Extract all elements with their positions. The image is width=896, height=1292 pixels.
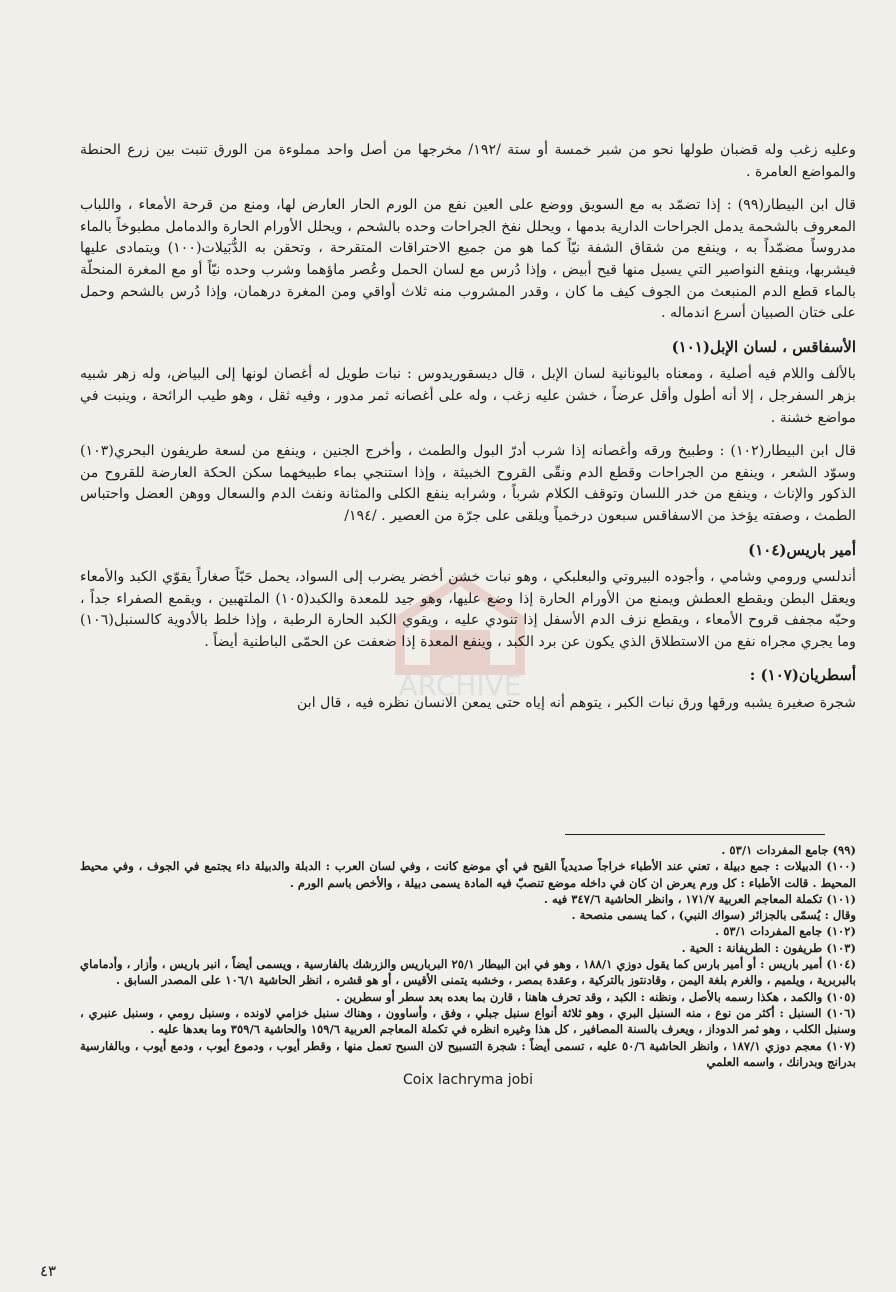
- footnote-divider: [565, 834, 825, 835]
- main-text: [80, 140, 856, 727]
- footnote: (١٠٥) والكمد ، هكذا رسمه بالأصل ، ونظنه : الكبد ، وقد تحرف هاهنا ، قارن بما بعده بعد سطر أو سطرين .: [336, 989, 856, 1004]
- entry-heading-asturyan: أسطريان(١٠٧) :: [749, 666, 856, 685]
- paragraph-6: شجرة صغيرة يشبه ورقها ورق نبات الكبر ، يتوهم أنه إياه حتى يمعن الانسان نظره فيه ، قال ابن: [296, 695, 856, 712]
- latin-plant-name: Coix lachryma jobi: [403, 1072, 533, 1089]
- footnote: (١٠٤) أمير باريس : أو أمير بارس كما يقول دوزي ١٨٨/١ ، وهو في ابن البيطار ٢٥/١ البرباريس والزرشك بالفارسية ، ويسمى أيضاً ، انبر باريس ، وأزار ، وأدماماي بالبربرية ، ويلميم ، والغرم بلغة اليمن ، وقادنتوز بالتركية ، وعقدة بمصر ، وخشبه يتمنى الأقيس ، أو هو قشره ، انظر الحاشية ١٠٦/١ على المصدر السابق .: [80, 957, 857, 988]
- footnote: (١٠٦) السنبل : أكثر من نوع ، منه السنبل البري ، وهو ثلاثة أنواع سنبل جبلي ، وفق ، وأساوون ، وهناك سنبل خزامي لاونده ، وسنبل رومي ، وسنبل عنبري ، وسنبل الكلب ، وهو ثمر الدوداز ، ويعرف بالسنة المصافير ، كل هذا وغيره انظره في تكملة المعاجم العربية ١٥٩/٦ والحاشية ٣٥٩/٦ وما بعدها عليه .: [80, 1005, 856, 1037]
- footnote: وقال : يُسمّى بالجزائر (سواك النبي) ، كما يسمى منصحة .: [571, 908, 856, 923]
- paragraph-1: وعليه زغب وله قضبان طولها نحو من شبر خمسة أو ستة /١٩٢/ مخرجها من أصل واحد مملوءة من الورق تنبت بين زرع الحنطة والمواضع العامرة .: [80, 142, 857, 180]
- footnote: (١٠١) تكملة المعاجم العربية ١٧١/٧ ، وانظر الحاشية ٣٤٧/٦ فيه .: [543, 891, 856, 906]
- footnote: (١٠٢) جامع المفردات ٥٣/١ .: [715, 924, 856, 939]
- footnotes: [80, 842, 856, 1088]
- paragraph-5: أندلسي ورومي وشامي ، وأجوده البيروتي والبعلبكي ، وهو نبات خشن أخضر يضرب إلى السواد، يحمل حَبّاً صغاراً يقوّي الكبد والأمعاء ويعقل البطن ويقطع العطش ويمنع من الأورام الحارة إذا وضع عليها، وهو جيد للمعدة والكبد(١٠٥) الملتهبين ، ويقمع الصفراء جداً ، وحبّه مجفف قروح الأمعاء ، ويقطع نزف الدم الأسفل إذا تنودي عليه ، ويقوي الكبد الحارة الرطبة ، وإذا خلط بالأدوية كالسنبل(١٠٦) وما يجري مجراه نفع من الاستطلاق الذي يكون عن برد الكبد ، وينفع المعدة إذا ضعفت عن الحمّى الباطنية أيضاً .: [80, 569, 856, 650]
- footnote: (٩٩) جامع المفردات ٥٣/١ .: [721, 843, 856, 857]
- svg-text:ARCHIVE: ARCHIVE: [398, 669, 522, 700]
- entry-heading-amir-baris: أمير باريس(١٠٤): [748, 540, 856, 559]
- paragraph-4: قال ابن البيطار(١٠٢) : وطبيخ ورقه وأغصانه إذا شرب أدرّ البول والطمث ، وأخرج الجنين ، وينفع من لسعة طريفون البحري(١٠٣) وسوّد الشعر ، وينفع من الجراحات وقطع الدم ونقّى القروح الخبيثة ، وإذا استنجي بماء طبيخهما سكن الحكة العارضة للقروح من الذكور والإناث ، وينفع من خدر اللسان وتوقف الكلام شرباً ، وشرابه ينفع الكلى والمثانة ونفث الدم والسعال ووهن العضل واحتباس الطمث ، وصفته يؤخذ من الاسفاقس سبعون درخمياً ويلقى على جرّة من العصير . /١٩٤/: [80, 443, 856, 524]
- paragraph-3: بالألف واللام فيه أصلية ، ومعناه باليونانية لسان الإبل ، قال ديسقوريدوس : نبات طويل له أغصان لونها إلى البياض، وله زهر شبيه بزهر السفرجل ، إلا أنه أطول وأقل عرضاً ، خشن عليه زغب ، وله على أغصانه ثمر مدور ، وفيه ثقل ، وهو طيب الرائحة ، وينبت في مواضع خشنة .: [80, 366, 856, 426]
- footnote: (١٠٧) معجم دوزي ١٨٧/١ ، وانظر الحاشية ٥٠/٦ عليه ، تسمى أيضاً : شجرة التسبيح لان السبح تعمل منها ، وقطر أيوب ، ودموع أيوب ، ودمع أيوب ، وبالفارسية بدرانج وبدرانك ، واسمه العلمي: [80, 1038, 856, 1069]
- paragraph-2: قال ابن البيطار(٩٩) : إذا تضمّد به مع السويق ووضع على العين نفع من الورم الحار العارض لها، ومنع من قرحة الأمعاء ، واللباب المعروف بالشحمة يدمل الجراحات الدارية بدمها ، ويحلل نفخ الجراحات وحده بالشحم ، ويحلل الأورام الحارة والدمامل مطبوخاً بالماء مدروساً مضمّداً به ، وينفع من شقاق الشفة نيّاً كما هو من جميع الاحتراقات المتقرحة ، وتحقن به الدُّبَيلات(١٠٠) ويتمادى عليها فيشربها، وينفع النواصير التي يسيل منها قيح أبيض ، وإذا دُرس مع لسان الحمل وعُصر ماؤهما وشرب وحده نيّاً أو مع المغرة المنحلّة بالماء قطع الدم المنبعث من الجوف كيف ما كان ، وقدر المشروب منه ثلاث أواقي ومن المغرة درهمان، وإذا دُرس بالشحم وحمل على ختان الصبيان أسرع اندماله .: [80, 197, 856, 322]
- entry-heading-asfaqis: الأسفاقس ، لسان الإبل(١٠١): [671, 337, 856, 356]
- page-number: ٤٣: [40, 1262, 57, 1280]
- footnote: (١٠٣) طريفون : الطريفانة : الحية .: [681, 940, 856, 955]
- footnote: (١٠٠) الدبيلات : جمع دبيلة ، تعني عند الأطباء خراجاً صديدياً القيح في أي موضع كانت ، وفي لسان العرب : الدبلة والدبيلة داء يجتمع في الجوف ، وفي محيط المحيط . قالت الأطباء : كل ورم يعرض ان كان في داخله موضع تنصبّ فيه المادة يسمى دبيلة ، والأخص باسم الورم .: [80, 859, 856, 890]
